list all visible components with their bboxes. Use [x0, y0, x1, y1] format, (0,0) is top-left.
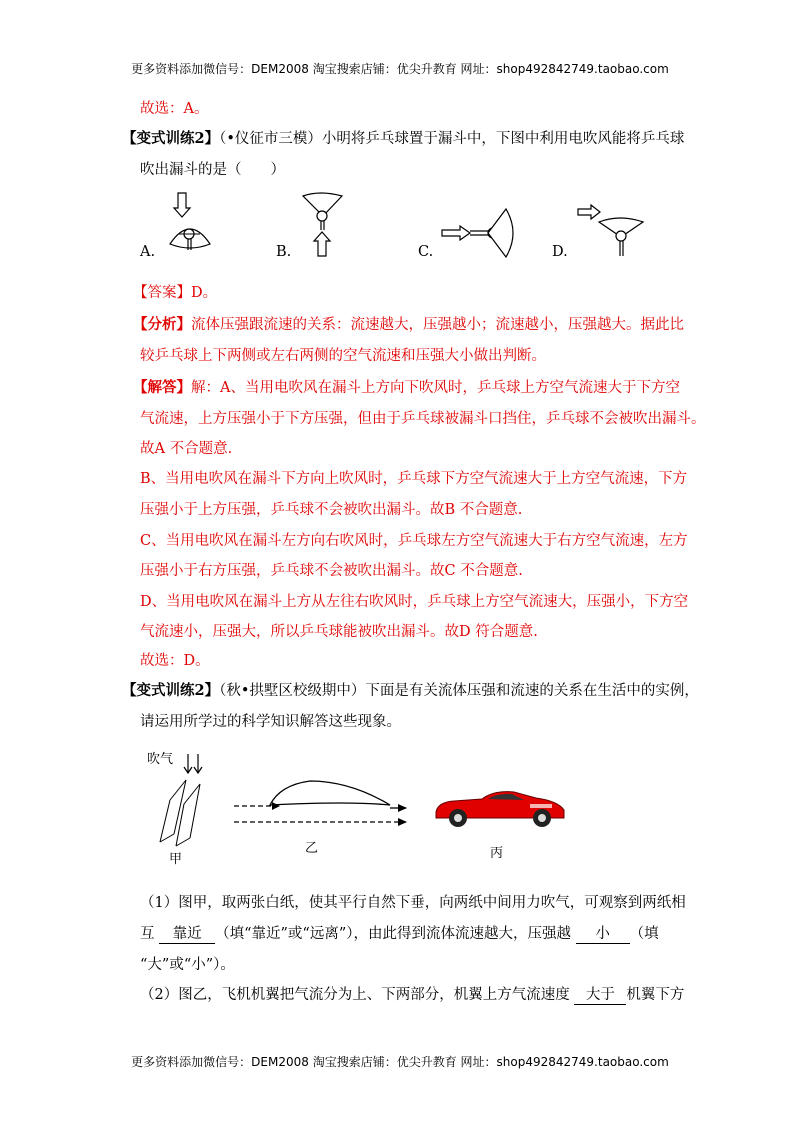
q1-solution-line6: C、当用电吹风在漏斗左方向右吹风时，乒乓球左方空气流速大于右方空气流速，左方: [140, 533, 688, 549]
q1-line2: 吹出漏斗的是（ ）: [140, 162, 285, 178]
analysis-text1: 流体压强跟流速的关系：流速越大，压强越小；流速越小，压强越大。据此比: [191, 317, 684, 333]
q1-analysis-line1: [133, 316, 684, 334]
page-header: 更多资料添加微信号：DEM2008 淘宝搜索店铺：优尖升教育 网址：shop492842749.taobao.com: [131, 62, 669, 76]
solution-tag: 【解答】: [133, 379, 191, 396]
q2-p1-pre: 互: [140, 926, 160, 942]
q1-answer: 【答案】D。: [133, 285, 218, 301]
option-b-figure: [300, 190, 350, 260]
q1-solution-line2: 气流速，上方压强小于下方压强，但由于乒乓球被漏斗口挡住，乒乓球不会被吹出漏斗。: [140, 411, 706, 427]
q2-line1: [122, 682, 699, 700]
q2-tag: 【变式训练2】: [122, 682, 220, 699]
blow-label: 吹气: [147, 752, 174, 767]
q1-solution-line5: 压强小于上方压强，乒乓球不会被吹出漏斗。故B 不合题意.: [140, 502, 523, 518]
analysis-tag: 【分析】: [133, 316, 191, 333]
answer-blank-3: 大于: [574, 986, 626, 1005]
q1-solution-line3: 故A 不合题意.: [140, 441, 233, 457]
page-footer: 更多资料添加微信号：DEM2008 淘宝搜索店铺：优尖升教育 网址：shop492842749.taobao.com: [131, 1055, 669, 1069]
q2-p1-mid: （填“靠近”或“远离”），由此得到流体流速越大，压强越: [215, 926, 576, 942]
answer-blank-1: 靠近: [159, 925, 215, 944]
q1-solution-line8: D、当用电吹风在漏斗上方从左往右吹风时，乒乓球上方空气流速大，压强小，下方空: [140, 594, 689, 610]
option-a-label: A.: [140, 244, 156, 260]
q2-p1-line2: [140, 925, 659, 944]
figure-jia-label: 甲: [169, 852, 183, 867]
q1-solution-line1: [133, 379, 680, 397]
q2-p1-post: （填: [629, 926, 659, 942]
option-d-label: D.: [552, 244, 568, 260]
q1-text1: （•仪征市三模）小明将乒乓球置于漏斗中，下图中利用电吹风能将乒乓球: [219, 131, 685, 147]
q1-analysis-line2: 较乒乓球上下两侧或左右两侧的空气流速和压强大小做出判断。: [140, 348, 546, 364]
q1-tag: 【变式训练2】: [122, 130, 220, 147]
figure-bing-car: [432, 786, 572, 831]
q2-p2-pre: （2）图乙，飞机机翼把气流分为上、下两部分，机翼上方气流速度: [140, 987, 575, 1003]
option-b-label: B.: [276, 244, 292, 260]
q2-p1-line3: “大”或“小”）。: [140, 957, 235, 973]
option-a-figure: [165, 190, 215, 255]
prev-answer: 故选：A。: [140, 101, 209, 117]
q1-solution-line10: 故选：D。: [140, 653, 210, 669]
figure-jia-paper: [150, 752, 220, 852]
q1-solution-line9: 气流速小，压强大，所以乒乓球能被吹出漏斗。故D 符合题意.: [140, 624, 538, 640]
figure-bing-label: 丙: [490, 846, 504, 861]
answer-blank-2: 小: [576, 925, 630, 944]
solution-text1: 解：A、当用电吹风在漏斗上方向下吹风时，乒乓球上方空气流速大于下方空: [191, 380, 680, 396]
q1-solution-line4: B、当用电吹风在漏斗下方向上吹风时，乒乓球下方空气流速大于上方空气流速，下方: [140, 471, 688, 487]
q2-text1: （秋•拱墅区校级期中）下面是有关流体压强和流速的关系在生活中的实例，: [219, 683, 699, 699]
option-c-label: C.: [418, 244, 434, 260]
q2-line2: 请运用所学过的科学知识解答这些现象。: [140, 714, 401, 730]
q1-solution-line7: 压强小于右方压强，乒乓球不会被吹出漏斗。故C 不合题意.: [140, 563, 523, 579]
q2-p2-post: 机翼下方: [626, 987, 685, 1003]
figure-yi-label: 乙: [305, 841, 319, 856]
figure-yi-wing: [230, 775, 415, 835]
option-c-figure: [440, 205, 520, 260]
q2-p2-line1: [140, 986, 684, 1005]
q2-p1-line1: （1）图甲，取两张白纸，使其平行自然下垂，向两纸中间用力吹气，可观察到两纸相: [140, 895, 686, 911]
option-d-figure: [575, 200, 645, 260]
q1-line1: [122, 130, 684, 148]
